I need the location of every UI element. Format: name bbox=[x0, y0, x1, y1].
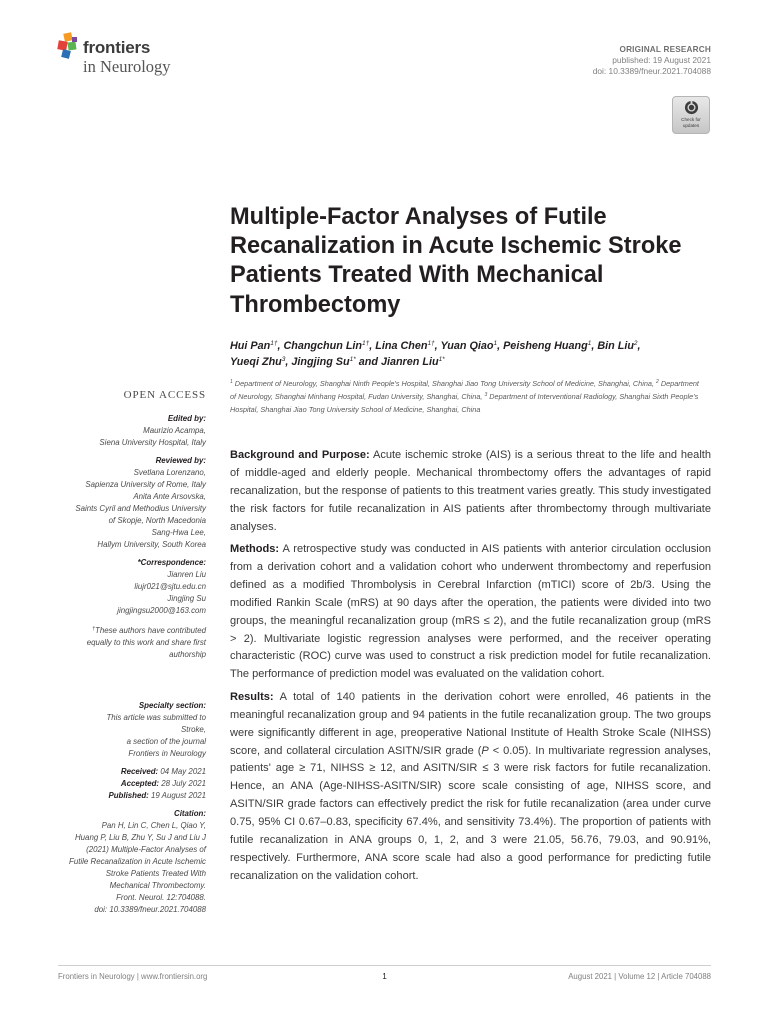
affiliations: $^1$ Department of Neurology, Shanghai Ninth People's Hospital, Shanghai Jiao Tong University School of Medicine, Shanghai, China, $^2$ Department of Neurology, Shanghai Minhang Hospital, Fudan University, Shanghai, China, $^3$ Department of Interventional Radiology, Shanghai Sixth People's Hospital, Shanghai Jiao Tong University School of Medicine, Shanghai, China bbox=[230, 379, 699, 414]
abstract-methods: Methods: A retrospective study was conducted in AIS patients with anterior circulation occlusion from a derivation cohort and a validation cohort who underwent thrombectomy and reperfusion defined as a modified Thrombolysis in Cerebral Infarction (mTICI) score of 2b/3. Using the modified Rankin Scale (mRS) at 90 days after the operation, the patients were divided into two groups, the meaningful recanalization group (mRS ≤ 2), and the futile recanalization group (mRS > 2). Multivariate logistic regression analyses were performed, and the receiver operating characteristic (ROC) curve was used to construct a risk prediction model for futile recanalization. The performance of prediction model was evaluated on the validation cohort. bbox=[230, 543, 711, 681]
article-title: Multiple-Factor Analyses of Futile Recanalization in Acute Ischemic Stroke Patients Treated With Mechanical Thrombectomy bbox=[230, 204, 682, 318]
author: Lina Chen bbox=[375, 340, 428, 352]
citation-line: Futile Recanalization in Acute Ischemic bbox=[69, 857, 206, 866]
citation-line: doi: 10.3389/fneur.2021.704088 bbox=[94, 905, 206, 914]
sidebar-specialty bbox=[38, 700, 206, 916]
citation-line: (2021) Multiple-Factor Analyses of bbox=[86, 845, 206, 854]
logo-square-purple bbox=[72, 37, 77, 42]
reviewer-line: Hallym University, South Korea bbox=[97, 540, 206, 549]
reviewer-line: Sapienza University of Rome, Italy bbox=[85, 480, 206, 489]
abstract-background: Background and Purpose: Acute ischemic stroke (AIS) is a serious threat to the life and health of middle-aged and elderly people. Mechanical thrombectomy offers the advantages of rapid recanalization, but the response of patients to this treatment varies greatly. This study investigated the risk factors for futile recanalization in AIS patients after thrombectomy through multivariate analyses. bbox=[230, 449, 711, 533]
citation-line: Pan H, Lin C, Chen L, Qiao Y, bbox=[101, 821, 206, 830]
email-link[interactable]: liujr021@sjtu.edu.cn bbox=[134, 582, 206, 591]
affiliation: Department of Interventional Radiology, Shanghai Sixth People's Hospital, Shanghai Jiao Tong University School of Medicine, Shanghai, China bbox=[230, 391, 699, 414]
article-meta bbox=[593, 44, 711, 77]
logo-wordmark: frontiers bbox=[83, 38, 151, 57]
author: Peisheng Huang bbox=[503, 340, 588, 352]
logo-square-blue bbox=[61, 49, 71, 59]
reviewed-by-heading: Reviewed by: bbox=[155, 456, 206, 465]
specialty-line: a section of the journal bbox=[126, 737, 206, 746]
reviewer-line: Anita Ante Arsovska, bbox=[133, 492, 206, 501]
editor-line: Siena University Hospital, Italy bbox=[99, 438, 206, 447]
check-for-updates-button[interactable] bbox=[672, 96, 710, 134]
frontiers-logo-icon bbox=[58, 33, 82, 59]
journal-logo bbox=[58, 33, 198, 81]
specialty-line: Stroke, bbox=[181, 725, 206, 734]
citation-line: Stroke Patients Treated With bbox=[105, 869, 206, 878]
abstract bbox=[230, 447, 711, 890]
reviewer-line: of Skopje, North Macedonia bbox=[108, 516, 206, 525]
citation-line: Huang P, Liu B, Zhu Y, Su J and Liu J bbox=[74, 833, 206, 842]
citation-line: Front. Neurol. 12:704088. bbox=[116, 893, 206, 902]
specialty-heading: Specialty section: bbox=[138, 701, 206, 710]
author: Bin Liu bbox=[597, 340, 634, 352]
author: Hui Pan bbox=[230, 340, 271, 352]
reviewer-line: Sang-Hwa Lee, bbox=[151, 528, 206, 537]
received-date: Received: 04 May 2021 bbox=[120, 767, 206, 776]
check-for-updates-label: Check for updates bbox=[681, 117, 701, 128]
author: Yuan Qiao bbox=[440, 340, 494, 352]
reviewer-line: Saints Cyril and Methodius University bbox=[75, 504, 206, 513]
article-type: ORIGINAL RESEARCH bbox=[619, 45, 711, 54]
equal-contribution-line: authorship bbox=[169, 650, 206, 659]
correspondent-name: Jingjing Su bbox=[167, 594, 206, 603]
edited-by-heading: Edited by: bbox=[167, 414, 206, 423]
footer-journal-link[interactable]: Frontiers in Neurology | www.frontiersin.org bbox=[58, 972, 208, 981]
author: Changchun Lin bbox=[283, 340, 363, 352]
accepted-date: Accepted: 28 July 2021 bbox=[120, 779, 206, 788]
specialty-line: This article was submitted to bbox=[106, 713, 206, 722]
editor-line: Maurizio Acampa, bbox=[143, 426, 206, 435]
equal-contribution-note: †These authors have contributed bbox=[91, 626, 206, 635]
published-date-sidebar: Published: 19 August 2021 bbox=[108, 791, 206, 800]
equal-contribution-line: equally to this work and share first bbox=[86, 638, 206, 647]
author-list: Hui Pan$^{1\dagger}$, Changchun Lin$^{1\dagger}$, Lina Chen$^{1\dagger}$, Yuan Qiao$^1$, Peisheng Huang$^1$, Bin Liu$^2$, Yueqi Zhu$^3$, Jingjing $Su^{1*}$ and Jianren Liu$^{1*}$ bbox=[230, 340, 641, 368]
correspondent-name: Jianren Liu bbox=[167, 570, 206, 579]
logo-square-green bbox=[67, 41, 76, 50]
footer-issue-info: August 2021 | Volume 12 | Article 704088 bbox=[568, 972, 711, 981]
page-number: 1 bbox=[382, 972, 387, 981]
logo-journal-name: in Neurology bbox=[83, 57, 171, 76]
sidebar-editors bbox=[38, 413, 206, 661]
affiliation: Department of Neurology, Shanghai Ninth People's Hospital, Shanghai Jiao Tong University School of Medicine, Shanghai, China, bbox=[232, 379, 657, 388]
reviewer-line: Svetlana Lorenzano, bbox=[133, 468, 206, 477]
author: Yueqi Zhu bbox=[230, 356, 282, 368]
citation-line: Mechanical Thrombectomy. bbox=[109, 881, 206, 890]
citation-heading: Citation: bbox=[174, 809, 206, 818]
author: Jianren Liu bbox=[380, 356, 439, 368]
published-date: published: 19 August 2021 bbox=[612, 55, 711, 65]
article-doi: doi: 10.3389/fneur.2021.704088 bbox=[592, 66, 711, 76]
affiliation: Department of Neurology, Shanghai Minhang Hospital, Fudan University, Shanghai, China, bbox=[230, 379, 699, 401]
page-footer bbox=[58, 965, 711, 981]
specialty-line: Frontiers in Neurology bbox=[128, 749, 206, 758]
open-access-label: OPEN ACCESS bbox=[123, 389, 206, 401]
crossmark-icon bbox=[684, 100, 699, 115]
abstract-results: Results: A total of 140 patients in the derivation cohort were enrolled, 46 patients in the meaningful recanalization group and 94 patients in the futile recanalization group. The two groups were significantly different in age, preoperative National Institute of Health Stroke Scale (NIHSS) score, and collateral circulation ASITN/SIR grade (P < 0.05). In multivariate regression analyses, patients' age ≥ 71, NIHSS ≥ 12, and ASITN/SIR ≤ 3 were risk factors for futile recanalization. Hence, an ANA (Age-NIHSS-ASITN/SIR) score scale consisting of age, NIHSS score, and ASITN/SIR grade factors can effectively predict the risk for futile recanalization (area under curve 0.75, 95% CI 0.67–0.83, specificity 67.4%, and sensitivity 73.4%). The proportion of patients with futile recanalization in ANA groups 0, 1, 2, and 3 were 21.05, 56.76, 79.03, and 90.91%, respectively. Furthermore, ANA score scale had also a good performance for predicting futile recanalization on the validation cohort. bbox=[230, 690, 711, 882]
author: Jingjing Su bbox=[291, 356, 350, 368]
correspondence-heading: *Correspondence: bbox=[137, 558, 206, 567]
email-link[interactable]: jingjingsu2000@163.com bbox=[117, 606, 206, 615]
